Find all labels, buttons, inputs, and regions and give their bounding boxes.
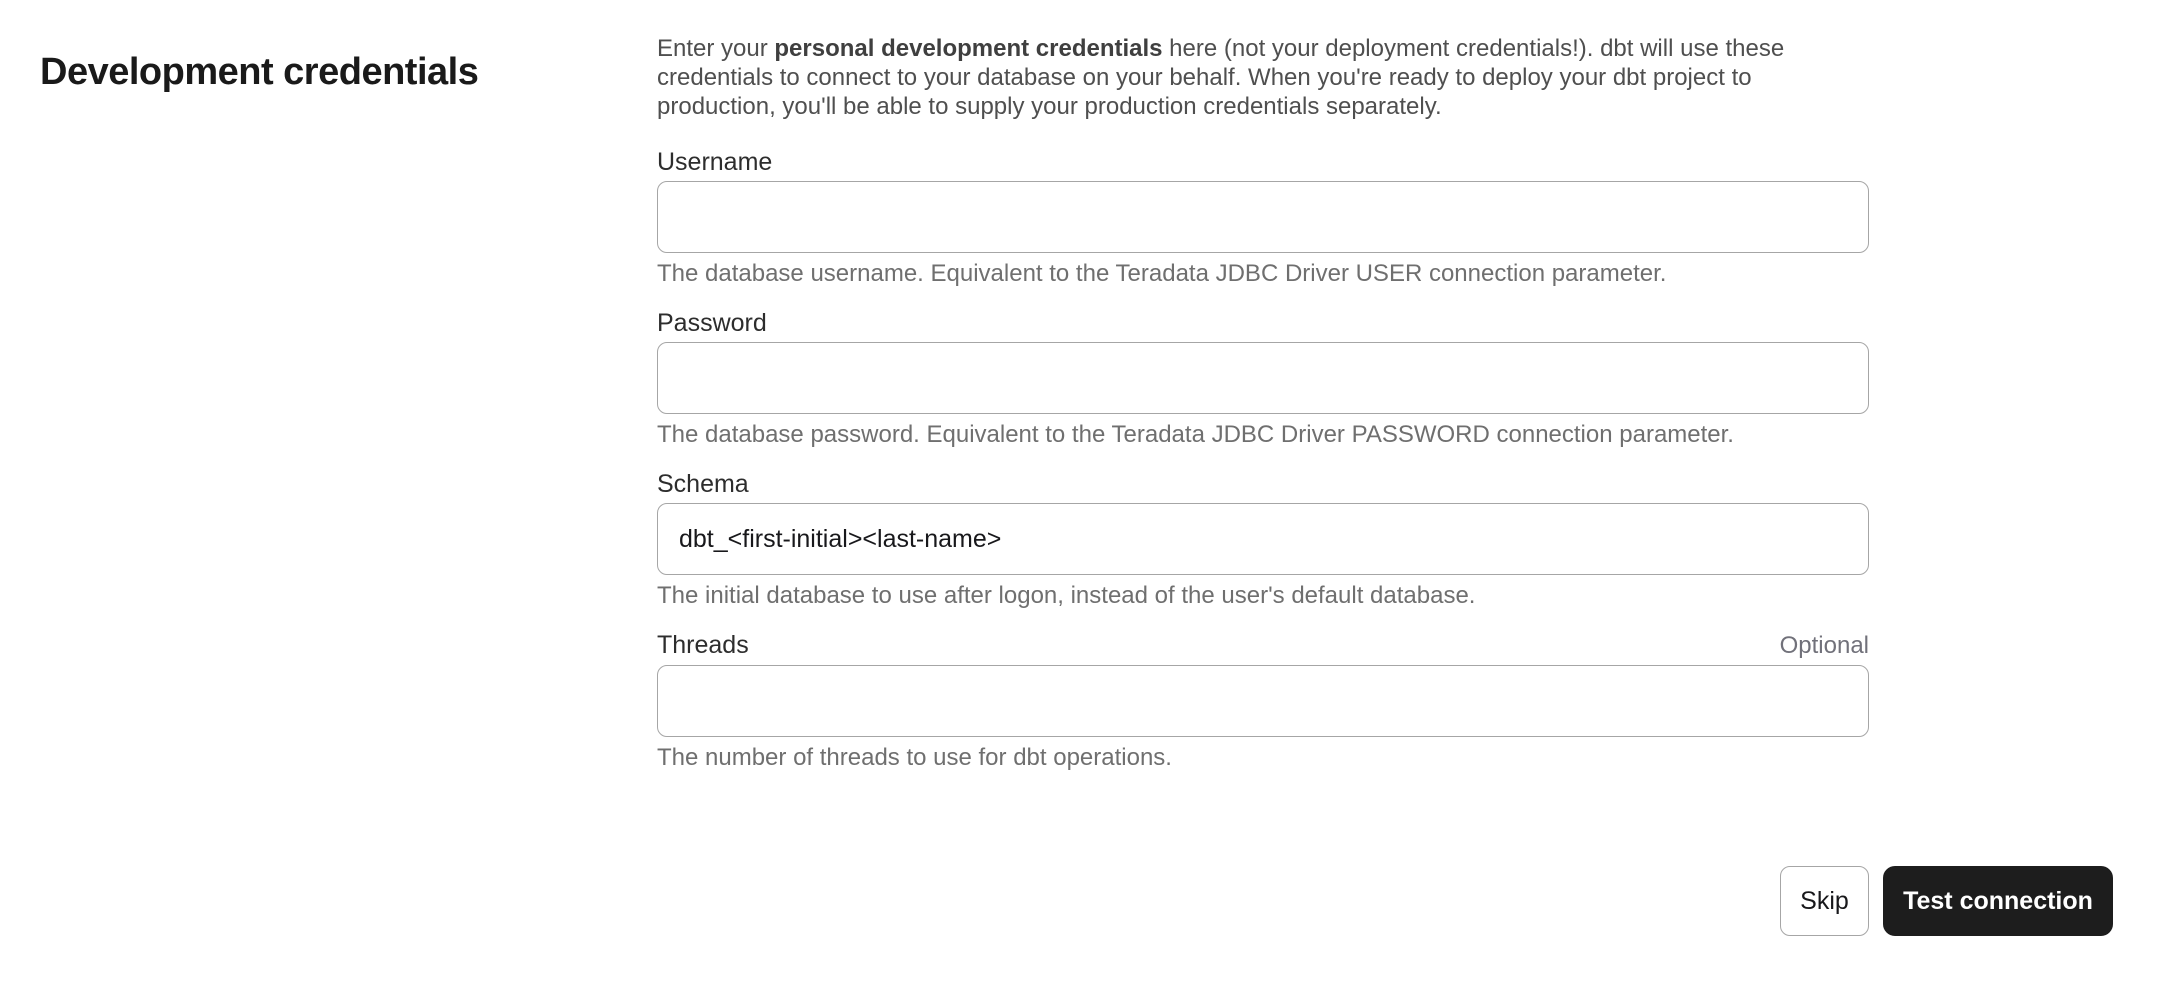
username-field-group xyxy=(657,149,1869,288)
page-description xyxy=(657,34,1869,121)
threads-optional-tag: Optional xyxy=(1779,632,1869,659)
description-bold-segment: personal development credentials xyxy=(774,35,1163,62)
username-label: Username xyxy=(657,148,773,176)
password-label: Password xyxy=(657,309,767,337)
threads-helper-text: The number of threads to use for dbt operations. xyxy=(657,744,1172,771)
password-input[interactable] xyxy=(657,342,1869,414)
threads-input[interactable] xyxy=(657,665,1869,737)
threads-label: Threads xyxy=(657,631,749,659)
skip-button[interactable]: Skip xyxy=(1780,866,1869,936)
schema-helper-text: The initial database to use after logon, instead of the user's default database. xyxy=(657,582,1476,609)
password-field-group xyxy=(657,310,1869,449)
username-helper-text: The database username. Equivalent to the Teradata JDBC Driver USER connection parameter. xyxy=(657,260,1667,287)
threads-field-group xyxy=(657,632,1869,772)
description-prefix: Enter your xyxy=(657,35,775,62)
username-input[interactable] xyxy=(657,181,1869,253)
footer-actions xyxy=(1780,866,2113,936)
password-helper-text: The database password. Equivalent to the Teradata JDBC Driver PASSWORD connection parameter. xyxy=(657,421,1734,448)
schema-label: Schema xyxy=(657,470,749,498)
page-title: Development credentials xyxy=(40,51,479,94)
credentials-form xyxy=(657,34,1869,794)
description-suffix: here (not your deployment credentials!). dbt will use these credentials to connect to your database on your behalf. When you're ready to deploy your dbt project to production, you'll be able to supply your production credentials separately. xyxy=(657,35,1785,120)
test-connection-button[interactable]: Test connection xyxy=(1883,866,2113,936)
schema-input[interactable] xyxy=(657,503,1869,575)
schema-field-group xyxy=(657,471,1869,610)
